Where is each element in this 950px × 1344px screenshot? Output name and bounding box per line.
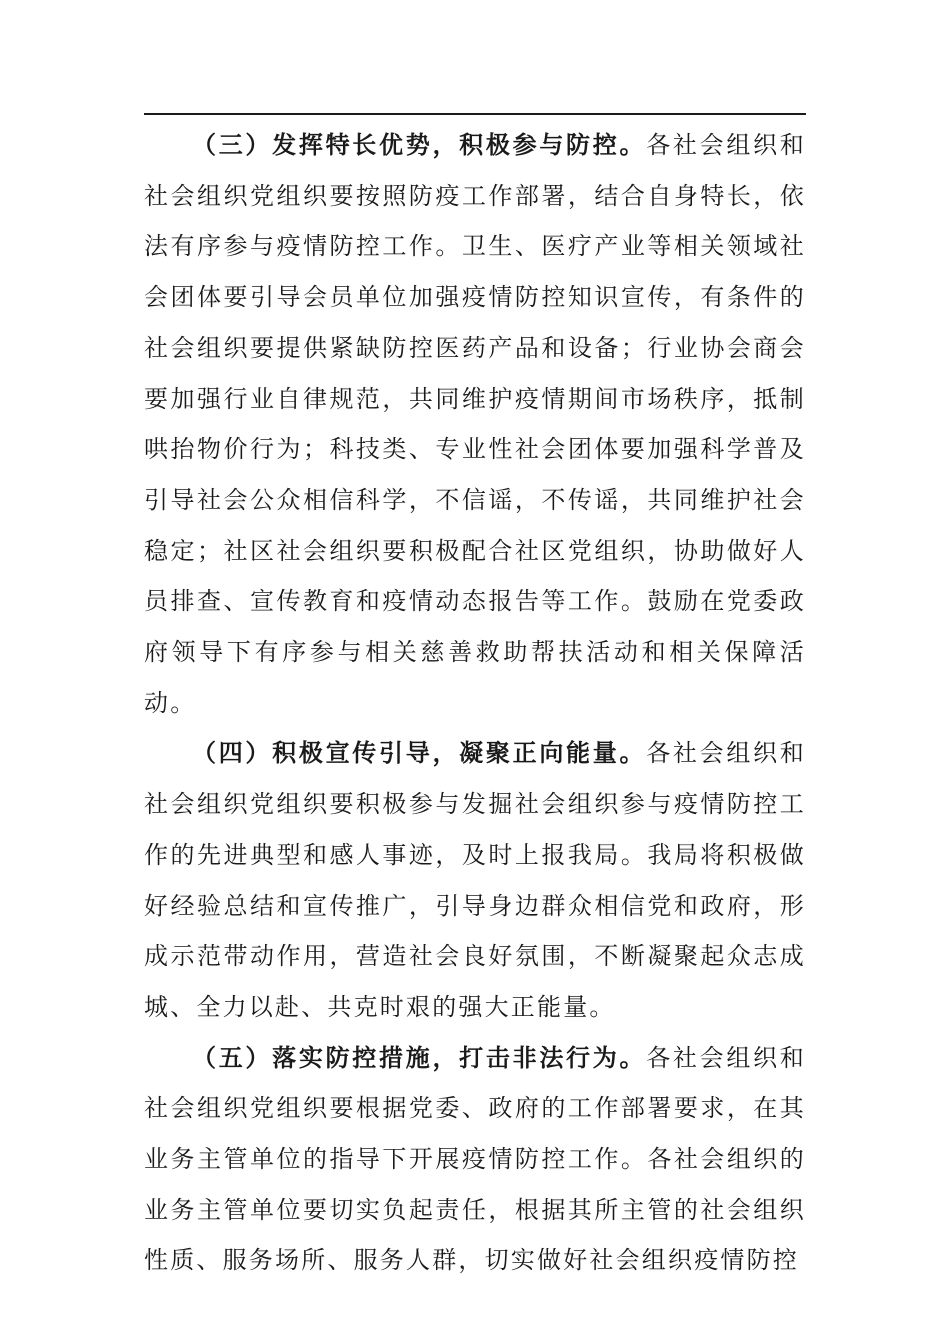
paragraph-section-4: [144, 728, 806, 1032]
section-5-heading: （五）落实防控措施，打击非法行为。: [192, 1042, 647, 1072]
header-rule: [144, 113, 806, 115]
section-4-text: 各社会组织和社会组织党组织要积极参与发掘社会组织参与疫情防控工作的先进典型和感人事迹，及时上报我局。我局将积极做好经验总结和宣传推广，引导身边群众相信党和政府，形成示范带动作用，营造社会良好氛围，不断凝聚起众志成城、全力以赴、共克时艰的强大正能量。: [144, 739, 806, 1021]
document-body: [144, 120, 806, 1286]
paragraph-section-5: [144, 1033, 806, 1287]
section-3-heading: （三）发挥特长优势，积极参与防控。: [192, 130, 647, 159]
section-4-heading: （四）积极宣传引导，凝聚正向能量。: [192, 738, 647, 768]
paragraph-section-3: [144, 120, 806, 728]
section-3-text: 各社会组织和社会组织党组织要按照防疫工作部署，结合自身特长，依法有序参与疫情防控工作。卫生、医疗产业等相关领域社会团体要引导会员单位加强疫情防控知识宣传，有条件的社会组织要提供紧缺防控医药产品和设备；行业协会商会要加强行业自律规范，共同维护疫情期间市场秩序，抵制哄抬物价行为；科技类、专业性社会团体要加强科学普及引导社会公众相信科学，不信谣，不传谣，共同维护社会稳定；社区社会组织要积极配合社区党组织，协助做好人员排查、宣传教育和疫情动态报告等工作。鼓励在党委政府领导下有序参与相关慈善救助帮扶活动和相关保障活动。: [144, 131, 806, 717]
section-5-text: 各社会组织和社会组织党组织要根据党委、政府的工作部署要求，在其业务主管单位的指导下开展疫情防控工作。各社会组织的业务主管单位要切实负起责任，根据其所主管的社会组织性质、服务场所、服务人群，切实做好社会组织疫情防控: [144, 1043, 806, 1275]
